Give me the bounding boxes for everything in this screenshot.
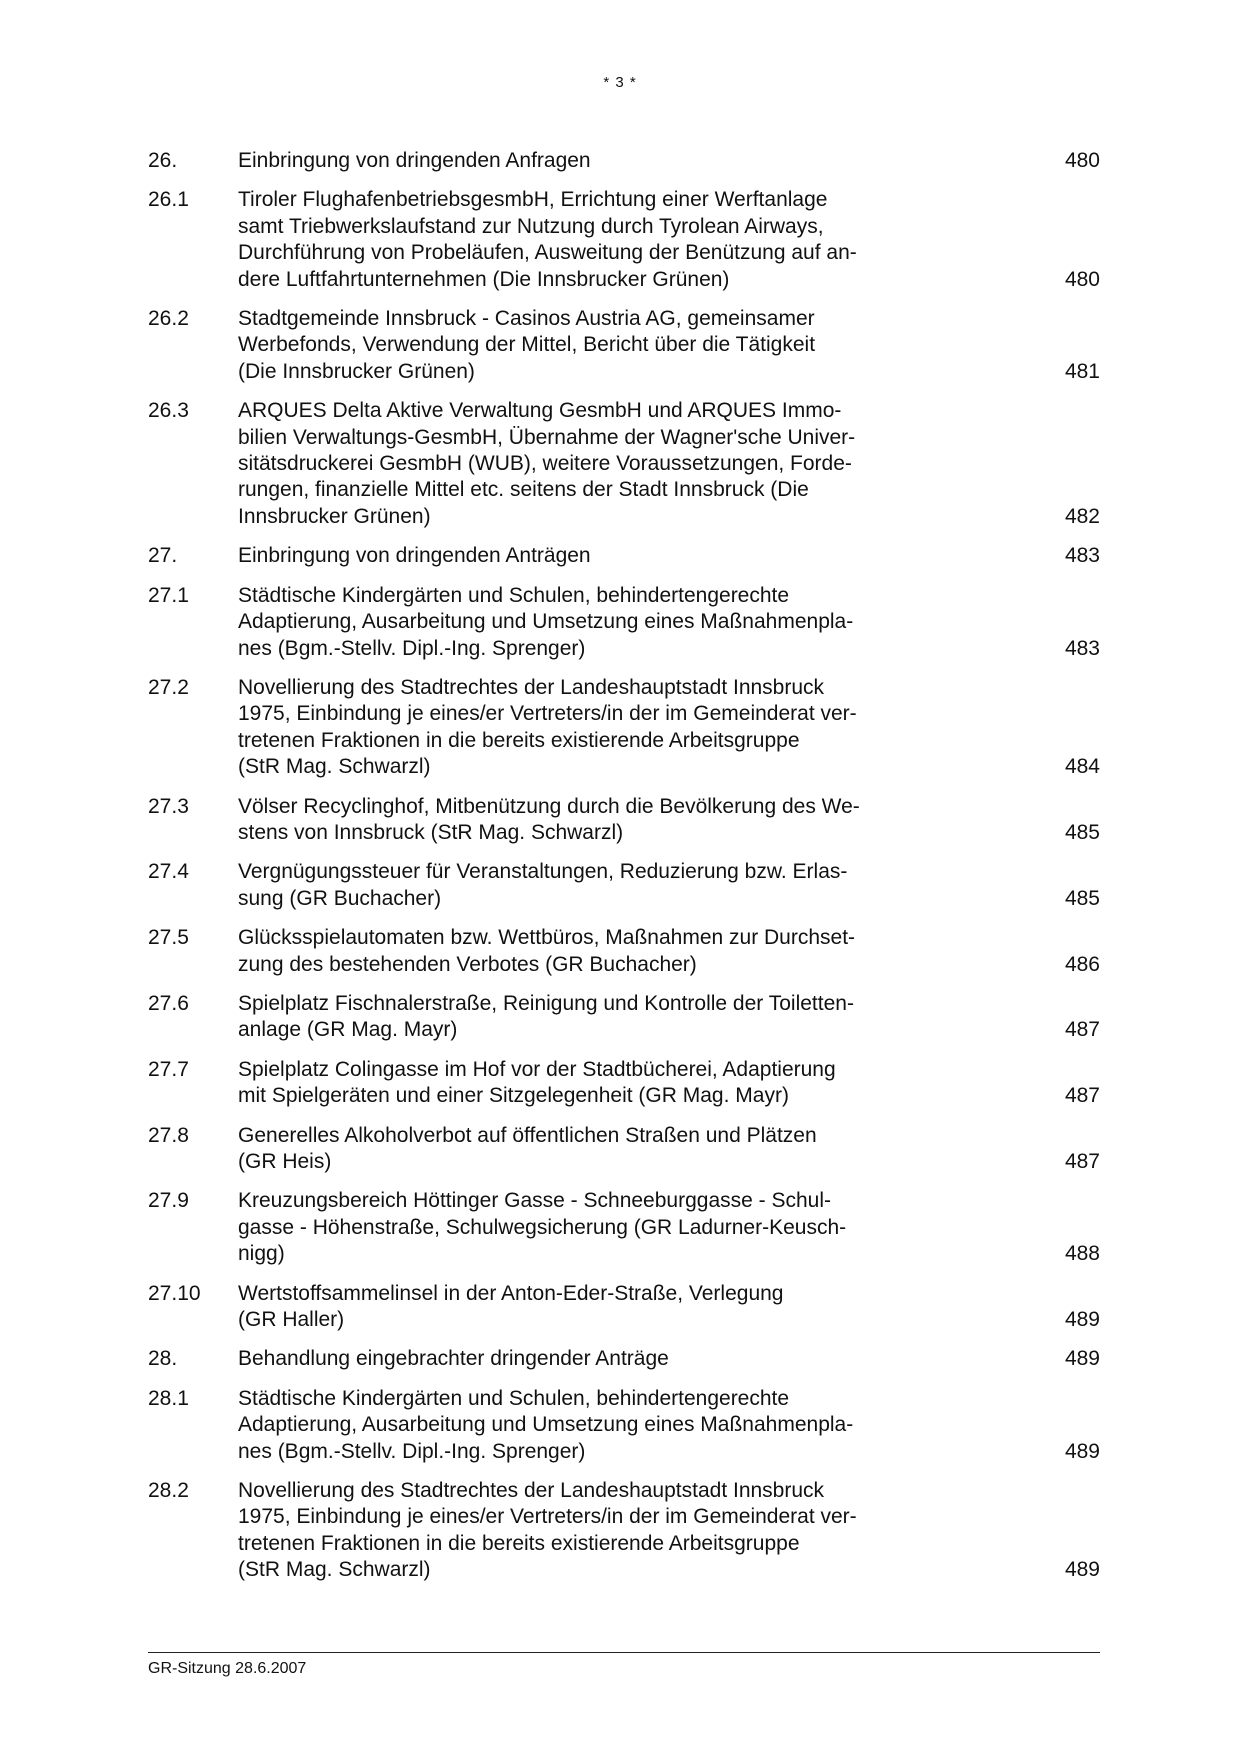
toc-entry-title-line: Städtische Kindergärten und Schulen, behindertengerechte — [238, 1386, 790, 1410]
toc-entry-title — [238, 991, 928, 1044]
toc-entry-page-number: 485 — [1064, 820, 1100, 844]
toc-entry — [148, 1188, 1100, 1267]
toc-entry-title — [238, 1386, 928, 1465]
toc-entry-page-number: 486 — [1064, 952, 1100, 976]
toc-entry — [148, 1281, 1100, 1334]
toc-entry-title-line: Städtische Kindergärten und Schulen, behindertengerechte — [238, 583, 790, 607]
toc-entry-title-line: Werbefonds, Verwendung der Mittel, Bericht über die Tätigkeit — [238, 333, 816, 357]
footer-divider — [148, 1652, 1100, 1653]
toc-entry-title-line: tretenen Fraktionen in die bereits existierende Arbeitsgruppe — [238, 1531, 800, 1555]
toc-entry — [148, 543, 1100, 569]
toc-entry-title-line: Glücksspielautomaten bzw. Wettbüros, Maßnahmen zur Durchset- — [238, 926, 856, 950]
toc-entry-title — [238, 543, 928, 569]
toc-entry-number: 27.7 — [148, 1057, 189, 1081]
toc-entry-title — [238, 794, 928, 847]
toc-entry-title-line: Behandlung eingebrachter dringender Anträge — [238, 1347, 669, 1371]
toc-entry-page-number: 481 — [1064, 359, 1100, 383]
toc-entry-title-line: zung des bestehenden Verbotes (GR Buchacher) — [238, 952, 697, 976]
toc-entry-title — [238, 187, 928, 293]
toc-entry-title-line: rungen, finanzielle Mittel etc. seitens der Stadt Innsbruck (Die — [238, 478, 809, 502]
toc-entry-page-number: 480 — [1064, 267, 1100, 291]
toc-entry-number: 26. — [148, 149, 178, 172]
toc-entry-title — [238, 1057, 928, 1110]
toc-entry-page-number: 489 — [1064, 1439, 1100, 1463]
footer-meeting-date: GR-Sitzung 28.6.2007 — [148, 1660, 307, 1677]
toc-entry-title-line: sitätsdruckerei GesmbH (WUB), weitere Voraussetzungen, Forde- — [238, 452, 852, 476]
toc-entry-title — [238, 1281, 928, 1334]
toc-entry-page-number: 487 — [1064, 1150, 1100, 1173]
toc-entry-title-line: Durchführung von Probeläufen, Ausweitung der Benützung auf an- — [238, 241, 857, 265]
toc-entry-title-line: Völser Recyclinghof, Mitbenützung durch die Bevölkerung des We- — [238, 794, 860, 818]
toc-entry-title-line: (Die Innsbrucker Grünen) — [238, 359, 475, 383]
toc-entry-title-line: Wertstoffsammelinsel in der Anton-Eder-Straße, Verlegung — [238, 1281, 784, 1305]
toc-entry-number: 27.8 — [148, 1123, 189, 1147]
toc-entry — [148, 1386, 1100, 1465]
toc-entry-title-line: gasse - Höhenstraße, Schulwegsicherung (GR Ladurner-Keusch- — [238, 1215, 847, 1239]
toc-entry-title-line: Novellierung des Stadtrechtes der Landeshauptstadt Innsbruck — [238, 1479, 825, 1503]
toc-entry-page-number: 487 — [1064, 1084, 1100, 1108]
toc-entry — [148, 148, 1100, 174]
toc-entry-title-line: nes (Bgm.-Stellv. Dipl.-Ing. Sprenger) — [238, 1439, 586, 1463]
toc-entry — [148, 859, 1100, 912]
toc-entry-title — [238, 1123, 928, 1176]
toc-entry-title-line: sung (GR Buchacher) — [238, 886, 442, 910]
toc-entry-number: 27.3 — [148, 794, 189, 818]
toc-entry-title-line: Generelles Alkoholverbot auf öffentlichen Straßen und Plätzen — [238, 1123, 817, 1147]
toc-entry-title-line: Vergnügungssteuer für Veranstaltungen, Reduzierung bzw. Erlas- — [238, 860, 848, 884]
toc-entry-title-line: (GR Haller) — [238, 1308, 345, 1332]
toc-entry-page-number: 483 — [1064, 636, 1100, 660]
toc-entry-title-line: Innsbrucker Grünen) — [238, 504, 431, 528]
toc-entry-number: 27. — [148, 544, 178, 568]
toc-entry-title-line: anlage (GR Mag. Mayr) — [238, 1018, 458, 1042]
toc-entry-title-line: (StR Mag. Schwarzl) — [238, 755, 431, 779]
toc-entry — [148, 583, 1100, 662]
toc-entry-title-line: samt Triebwerkslaufstand zur Nutzung durch Tyrolean Airways, — [238, 214, 824, 238]
toc-entry-page-number: 489 — [1064, 1347, 1100, 1371]
toc-entry-page-number: 483 — [1064, 544, 1100, 568]
toc-entry-title-line: (GR Heis) — [238, 1150, 332, 1173]
toc-entry-title-line: stens von Innsbruck (StR Mag. Schwarzl) — [238, 820, 624, 844]
toc-entry-title-line: nes (Bgm.-Stellv. Dipl.-Ing. Sprenger) — [238, 636, 586, 660]
toc-entry-title — [238, 675, 928, 781]
toc-entry — [148, 1346, 1100, 1372]
toc-entry-title — [238, 583, 928, 662]
toc-entry-title — [238, 1478, 928, 1584]
toc-entry-title-line: mit Spielgeräten und einer Sitzgelegenheit (GR Mag. Mayr) — [238, 1084, 789, 1108]
toc-entry-number: 26.1 — [148, 188, 189, 212]
toc-entry-title-line: Tiroler FlughafenbetriebsgesmbH, Errichtung einer Werftanlage — [238, 188, 828, 212]
toc-entry-page-number: 489 — [1064, 1308, 1100, 1332]
toc-entry-title-line: 1975, Einbindung je eines/er Vertreters/in der im Gemeinderat ver- — [238, 702, 857, 726]
toc-entry-number: 28.2 — [148, 1479, 189, 1503]
toc-entry — [148, 675, 1100, 781]
toc-entry — [148, 398, 1100, 530]
toc-entry-title — [238, 859, 928, 912]
toc-entry-title-line: tretenen Fraktionen in die bereits existierende Arbeitsgruppe — [238, 728, 800, 752]
page-number: * 3 * — [603, 74, 637, 91]
toc-entry-title-line: Adaptierung, Ausarbeitung und Umsetzung eines Maßnahmenpla- — [238, 1413, 854, 1437]
toc-entry — [148, 925, 1100, 978]
toc-entry-title-line: (StR Mag. Schwarzl) — [238, 1558, 431, 1582]
toc-entry-page-number: 482 — [1064, 504, 1100, 528]
toc-entry-title-line: Novellierung des Stadtrechtes der Landeshauptstadt Innsbruck — [238, 675, 825, 699]
toc-entry-title-line: ARQUES Delta Aktive Verwaltung GesmbH und ARQUES Immo- — [238, 399, 842, 423]
toc-entry-page-number: 485 — [1064, 886, 1100, 910]
toc-entry-title-line: nigg) — [238, 1242, 285, 1266]
toc-entry-title-line: Spielplatz Colingasse im Hof vor der Stadtbücherei, Adaptierung — [238, 1057, 836, 1081]
toc-entry-title-line: bilien Verwaltungs-GesmbH, Übernahme der Wagner'sche Univer- — [238, 425, 856, 449]
toc-entry-page-number: 480 — [1064, 149, 1100, 172]
toc-entry-number: 27.4 — [148, 860, 189, 884]
toc-entry-title-line: Einbringung von dringenden Anträgen — [238, 544, 591, 568]
toc-entry-title-line: 1975, Einbindung je eines/er Vertreters/in der im Gemeinderat ver- — [238, 1505, 857, 1529]
toc-entry — [148, 991, 1100, 1044]
toc-entry-number: 26.2 — [148, 307, 189, 331]
toc-entry-number: 27.9 — [148, 1189, 189, 1213]
toc-entry-title — [238, 148, 928, 174]
toc-entry-title-line: Adaptierung, Ausarbeitung und Umsetzung eines Maßnahmenpla- — [238, 610, 854, 634]
toc-entry-title — [238, 1346, 928, 1372]
toc-entry — [148, 306, 1100, 385]
toc-entry — [148, 1478, 1100, 1584]
toc-entry-title-line: Kreuzungsbereich Höttinger Gasse - Schneeburggasse - Schul- — [238, 1189, 831, 1213]
toc-entry — [148, 187, 1100, 293]
toc-entry-page-number: 484 — [1064, 755, 1100, 779]
toc-entry-number: 27.10 — [148, 1281, 201, 1305]
toc-entry-title — [238, 306, 928, 385]
toc-entry — [148, 1057, 1100, 1110]
toc-entry-page-number: 488 — [1064, 1242, 1100, 1266]
table-of-contents — [148, 148, 1100, 1597]
toc-entry-number: 27.5 — [148, 926, 189, 950]
toc-entry-number: 27.2 — [148, 675, 189, 699]
toc-entry-number: 28. — [148, 1347, 178, 1371]
toc-entry-title — [238, 925, 928, 978]
toc-entry-number: 27.1 — [148, 583, 189, 607]
toc-entry-title-line: dere Luftfahrtunternehmen (Die Innsbrucker Grünen) — [238, 267, 730, 291]
toc-entry-page-number: 487 — [1064, 1018, 1100, 1042]
toc-entry-number: 28.1 — [148, 1386, 189, 1410]
toc-entry — [148, 1123, 1100, 1176]
toc-entry-title-line: Stadtgemeinde Innsbruck - Casinos Austria AG, gemeinsamer — [238, 307, 815, 331]
toc-entry-number: 27.6 — [148, 991, 189, 1015]
toc-entry-page-number: 489 — [1064, 1558, 1100, 1582]
toc-entry-title — [238, 398, 928, 530]
toc-entry-title-line: Einbringung von dringenden Anfragen — [238, 149, 591, 172]
toc-entry-title — [238, 1188, 928, 1267]
toc-entry-number: 26.3 — [148, 399, 189, 423]
toc-entry-title-line: Spielplatz Fischnalerstraße, Reinigung und Kontrolle der Toiletten- — [238, 991, 854, 1015]
toc-entry — [148, 794, 1100, 847]
